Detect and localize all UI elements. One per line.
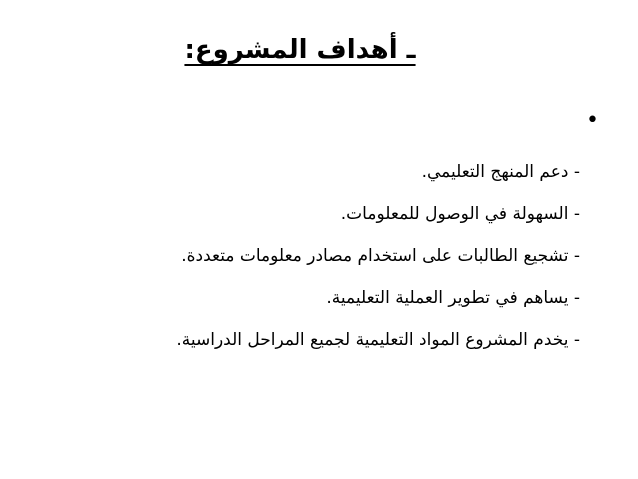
list-item: - يخدم المشروع المواد التعليمية لجميع المراحل الدراسية. bbox=[176, 330, 580, 350]
bullet-marker: • bbox=[586, 108, 599, 133]
list-item: - تشجيع الطالبات على استخدام مصادر معلومات متعددة. bbox=[181, 246, 580, 266]
slide-title: ـ أهداف المشروع: bbox=[184, 35, 416, 65]
goals-list bbox=[80, 160, 580, 370]
list-item: - دعم المنهج التعليمي. bbox=[421, 162, 580, 182]
list-item: - يساهم في تطوير العملية التعليمية. bbox=[326, 288, 580, 308]
list-item: - السهولة في الوصول للمعلومات. bbox=[340, 204, 580, 224]
